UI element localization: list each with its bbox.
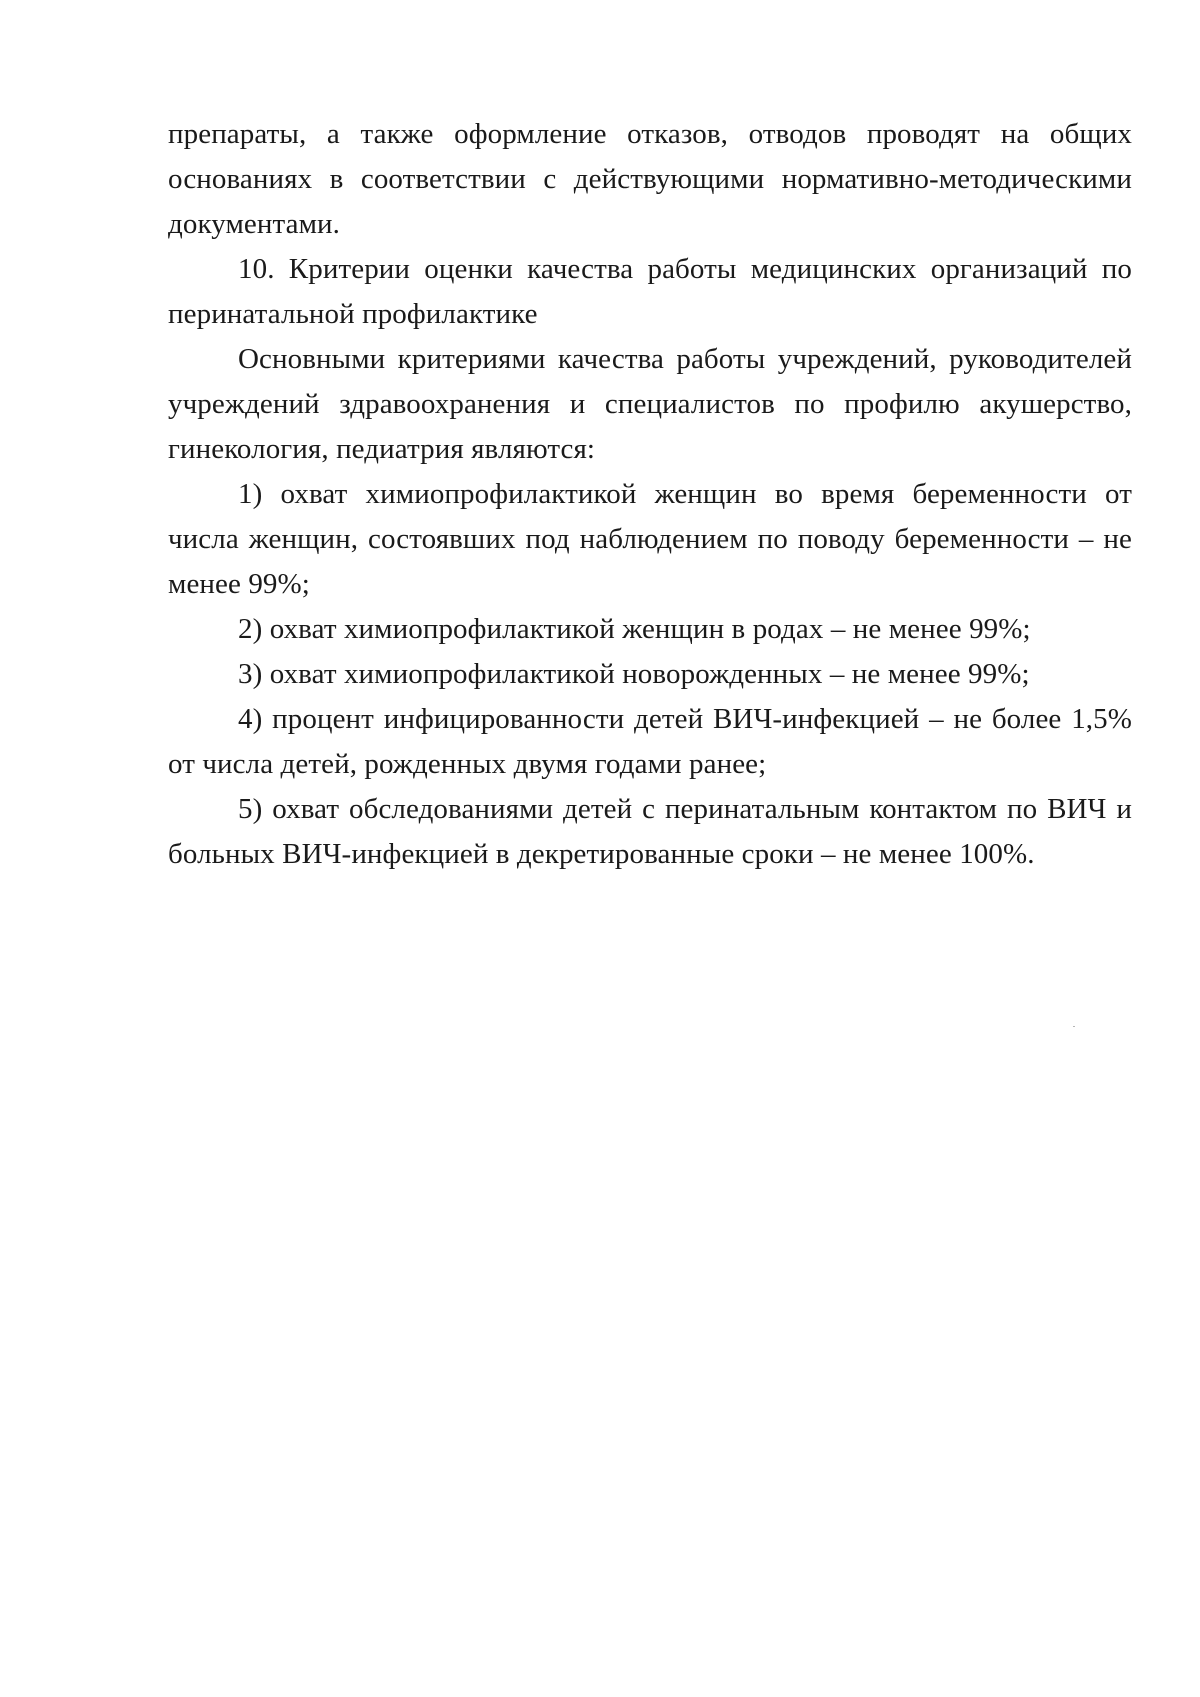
document-body <box>168 112 1132 877</box>
criteria-item-3: 3) охват химиопрофилактикой новорожденных – не менее 99%; <box>238 658 1030 690</box>
criteria-item-2: 2) охват химиопрофилактикой женщин в родах – не менее 99%; <box>238 613 1031 645</box>
criteria-intro-paragraph: Основными критериями качества работы учреждений, руководителей учреждений здравоохранения и специалистов по профилю акушерство, гинекология, педиатрия являются: <box>168 343 1132 465</box>
criteria-item-1: 1) охват химиопрофилактикой женщин во время беременности от числа женщин, состоявших под наблюдением по поводу беременности – не менее 99%; <box>168 478 1132 600</box>
criteria-item-4: 4) процент инфицированности детей ВИЧ-инфекцией – не более 1,5% от числа детей, рожденных двумя годами ранее; <box>168 703 1132 780</box>
scan-speck <box>1073 1026 1075 1027</box>
criteria-item-5: 5) охват обследованиями детей с перинатальным контактом по ВИЧ и больных ВИЧ-инфекцией в декретированные сроки – не менее 100%. <box>168 793 1132 870</box>
section-heading: 10. Критерии оценки качества работы медицинских организаций по перинатальной профилактике <box>168 253 1132 330</box>
intro-paragraph: препараты, а также оформление отказов, отводов проводят на общих основаниях в соответствии с действующими нормативно-методическими документами. <box>168 118 1132 240</box>
